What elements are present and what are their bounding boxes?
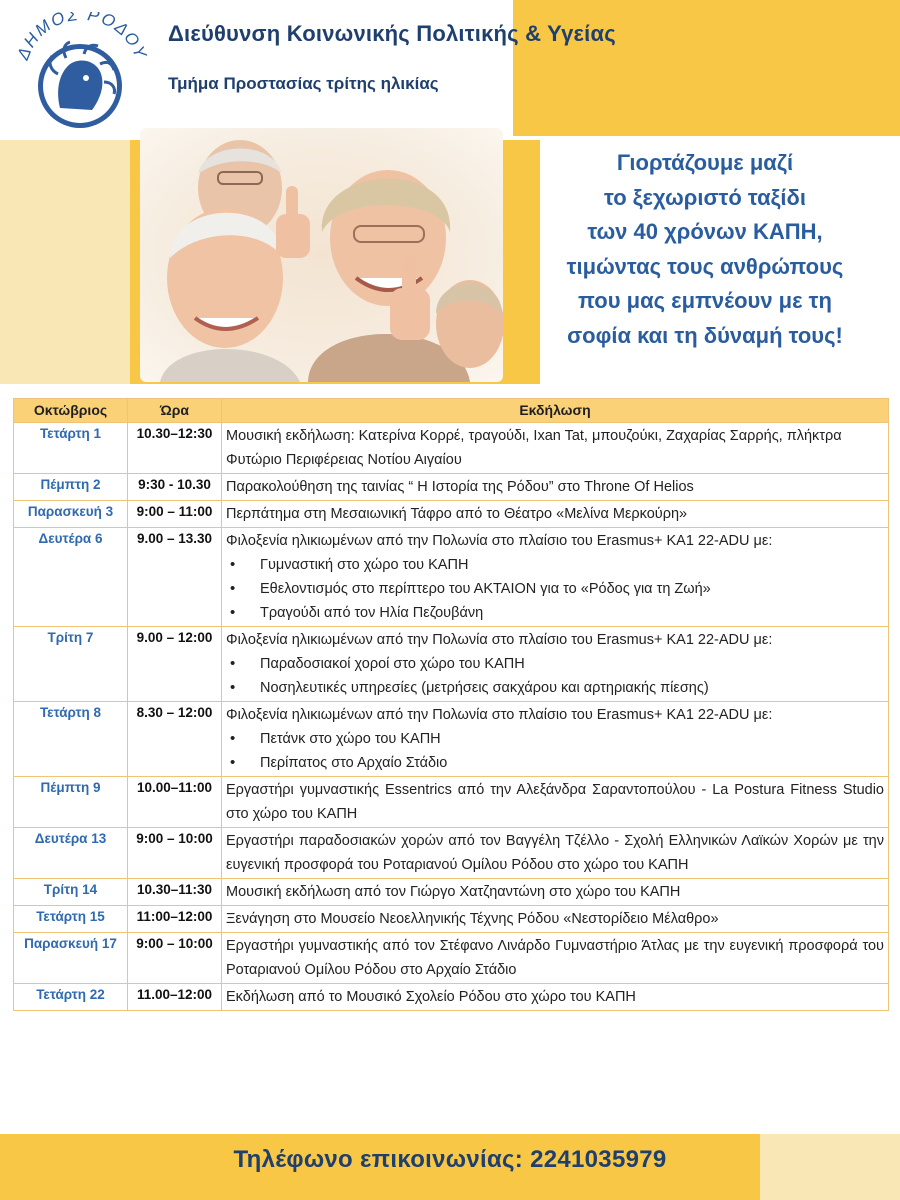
event-line: Μουσική εκδήλωση: Κατερίνα Κορρέ, τραγούδι, Ixan Tat, μπουζούκι, Ζαχαρίας Σαρρής, πλήκτρα	[226, 428, 842, 444]
event-bullet-item: • Νοσηλευτικές υπηρεσίες (μετρήσεις σακχάρου και αρτηριακής πίεσης)	[226, 676, 884, 700]
event-day: Δευτέρα 6	[14, 528, 128, 627]
event-time: 9:00 – 11:00	[128, 501, 222, 528]
event-day: Τρίτη 7	[14, 627, 128, 702]
event-description	[222, 933, 889, 984]
event-line: Παρακολούθηση της ταινίας “ Η Ιστορία της Ρόδου” στο Throne Of Helios	[226, 479, 694, 495]
table-row	[14, 933, 889, 984]
slogan-line: που μας εμπνέουν με τη	[578, 288, 832, 313]
table-header-row	[14, 399, 889, 423]
event-day: Παρασκευή 3	[14, 501, 128, 528]
event-line: Εκδήλωση από το Μουσικό Σχολείο Ρόδου στο χώρο του ΚΑΠΗ	[226, 989, 636, 1005]
header-time: Ώρα	[128, 399, 222, 423]
event-description	[222, 702, 889, 777]
event-description	[222, 528, 889, 627]
event-line: Περπάτημα στη Μεσαιωνική Τάφρο από το Θέατρο «Μελίνα Μερκούρη»	[226, 506, 688, 522]
event-line: Φυτώριο Περιφέρειας Νοτίου Αιγαίου	[226, 452, 462, 468]
table-row	[14, 906, 889, 933]
event-description	[222, 777, 889, 828]
event-day: Τρίτη 14	[14, 879, 128, 906]
table-row	[14, 828, 889, 879]
event-description	[222, 423, 889, 474]
event-bullet-list	[226, 652, 884, 700]
event-day: Τετάρτη 15	[14, 906, 128, 933]
event-time: 9:00 – 10:00	[128, 933, 222, 984]
event-day: Πέμπτη 2	[14, 474, 128, 501]
table-row	[14, 879, 889, 906]
table-row	[14, 702, 889, 777]
event-time: 8.30 – 12:00	[128, 702, 222, 777]
event-time: 10.30–11:30	[128, 879, 222, 906]
events-schedule-table	[13, 398, 889, 1011]
event-description	[222, 627, 889, 702]
event-time: 9.00 – 12:00	[128, 627, 222, 702]
event-line: Εργαστήρι παραδοσιακών χορών από τον Βαγγέλη Τζέλλο - Σχολή Ελληνικών Λαϊκών Χορών με την ευγενική προσφορά του Ροταριανού Ομίλου Ρόδου στο χώρο του ΚΑΠΗ	[226, 833, 884, 873]
event-line: Ξενάγηση στο Μουσείο Νεοελληνικής Τέχνης Ρόδου «Νεστορίδειο Μέλαθρο»	[226, 911, 719, 927]
header-month: Οκτώβριος	[14, 399, 128, 423]
event-bullet-item: • Περίπατος στο Αρχαίο Στάδιο	[226, 751, 884, 775]
event-description	[222, 984, 889, 1011]
event-day: Πέμπτη 9	[14, 777, 128, 828]
event-day: Δευτέρα 13	[14, 828, 128, 879]
table-row	[14, 984, 889, 1011]
section-subtitle: Τμήμα Προστασίας τρίτης ηλικίας	[168, 74, 439, 93]
event-line: Φιλοξενία ηλικιωμένων από την Πολωνία στο πλαίσιο του Erasmus+ KA1 22-ADU με:	[226, 632, 773, 648]
table-row	[14, 423, 889, 474]
slogan-line: το ξεχωριστό ταξίδι	[603, 184, 807, 210]
event-time: 10.00–11:00	[128, 777, 222, 828]
table-row	[14, 627, 889, 702]
elderly-people-photo	[140, 128, 503, 382]
slogan-line: των 40 χρόνων ΚΑΠΗ,	[587, 219, 823, 244]
event-bullet-item: • Τραγούδι από τον Ηλία Πεζουβάνη	[226, 601, 884, 625]
event-bullet-item: • Γυμναστική στο χώρο του ΚΑΠΗ	[226, 553, 884, 577]
event-description	[222, 501, 889, 528]
event-description	[222, 828, 889, 879]
contact-phone: Τηλέφωνο επικοινωνίας: 2241035979	[233, 1146, 667, 1173]
event-time: 11:00–12:00	[128, 906, 222, 933]
event-description	[222, 474, 889, 501]
department-title: Διεύθυνση Κοινωνικής Πολιτικής & Υγείας	[168, 21, 616, 46]
event-line: Φιλοξενία ηλικιωμένων από την Πολωνία στο πλαίσιο του Erasmus+ KA1 22-ADU με:	[226, 533, 773, 549]
slogan-line: σοφία και τη δύναμή τους!	[567, 322, 843, 348]
middle-light-band	[0, 140, 130, 384]
event-time: 9.00 – 13.30	[128, 528, 222, 627]
table-row	[14, 528, 889, 627]
event-bullet-list	[226, 727, 884, 775]
event-line: Εργαστήρι γυμναστικής από τον Στέφανο Λινάρδο Γυμναστήριο Άτλας με την ευγενική προσφορά του Ροταριανού Ομίλου Ρόδου στο Αρχαίο Στάδιο	[226, 938, 884, 978]
event-description	[222, 906, 889, 933]
header-event: Εκδήλωση	[222, 399, 889, 423]
event-time: 10.30–12:30	[128, 423, 222, 474]
slogan-line: Γιορτάζουμε μαζί	[616, 150, 794, 175]
event-bullet-item: • Πετάνκ στο χώρο του ΚΑΠΗ	[226, 727, 884, 751]
table-row	[14, 474, 889, 501]
event-bullet-list	[226, 553, 884, 625]
event-day: Τετάρτη 22	[14, 984, 128, 1011]
table-row	[14, 777, 889, 828]
event-line: Φιλοξενία ηλικιωμένων από την Πολωνία στο πλαίσιο του Erasmus+ KA1 22-ADU με:	[226, 707, 773, 723]
table-row	[14, 501, 889, 528]
logo-text: ΔΗΜΟΣ ΡΟΔΟΥ	[13, 12, 151, 63]
event-bullet-item: • Εθελοντισμός στο περίπτερο του ΑΚΤΑΙΟΝ για το «Ρόδος για τη Ζωή»	[226, 577, 884, 601]
slogan-text	[515, 146, 895, 353]
event-time: 9:00 – 10:00	[128, 828, 222, 879]
event-day: Τετάρτη 1	[14, 423, 128, 474]
helios-head-seal-icon	[12, 12, 152, 136]
event-line: Εργαστήρι γυμναστικής Essentrics από την Αλεξάνδρα Σαραντοπούλου - La Postura Fitness Studio στο χώρο του ΚΑΠΗ	[226, 782, 884, 822]
event-bullet-item: • Παραδοσιακοί χοροί στο χώρο του ΚΑΠΗ	[226, 652, 884, 676]
event-time: 11.00–12:00	[128, 984, 222, 1011]
event-day: Παρασκευή 17	[14, 933, 128, 984]
event-description	[222, 879, 889, 906]
event-day: Τετάρτη 8	[14, 702, 128, 777]
slogan-line: τιμώντας τους ανθρώπους	[566, 253, 844, 279]
event-line: Μουσική εκδήλωση από τον Γιώργο Χατζηαντώνη στο χώρο του ΚΑΠΗ	[226, 884, 681, 900]
elderly-people-thumbs-up-photo-icon	[140, 128, 503, 382]
municipality-logo	[12, 12, 152, 136]
event-time: 9:30 - 10.30	[128, 474, 222, 501]
